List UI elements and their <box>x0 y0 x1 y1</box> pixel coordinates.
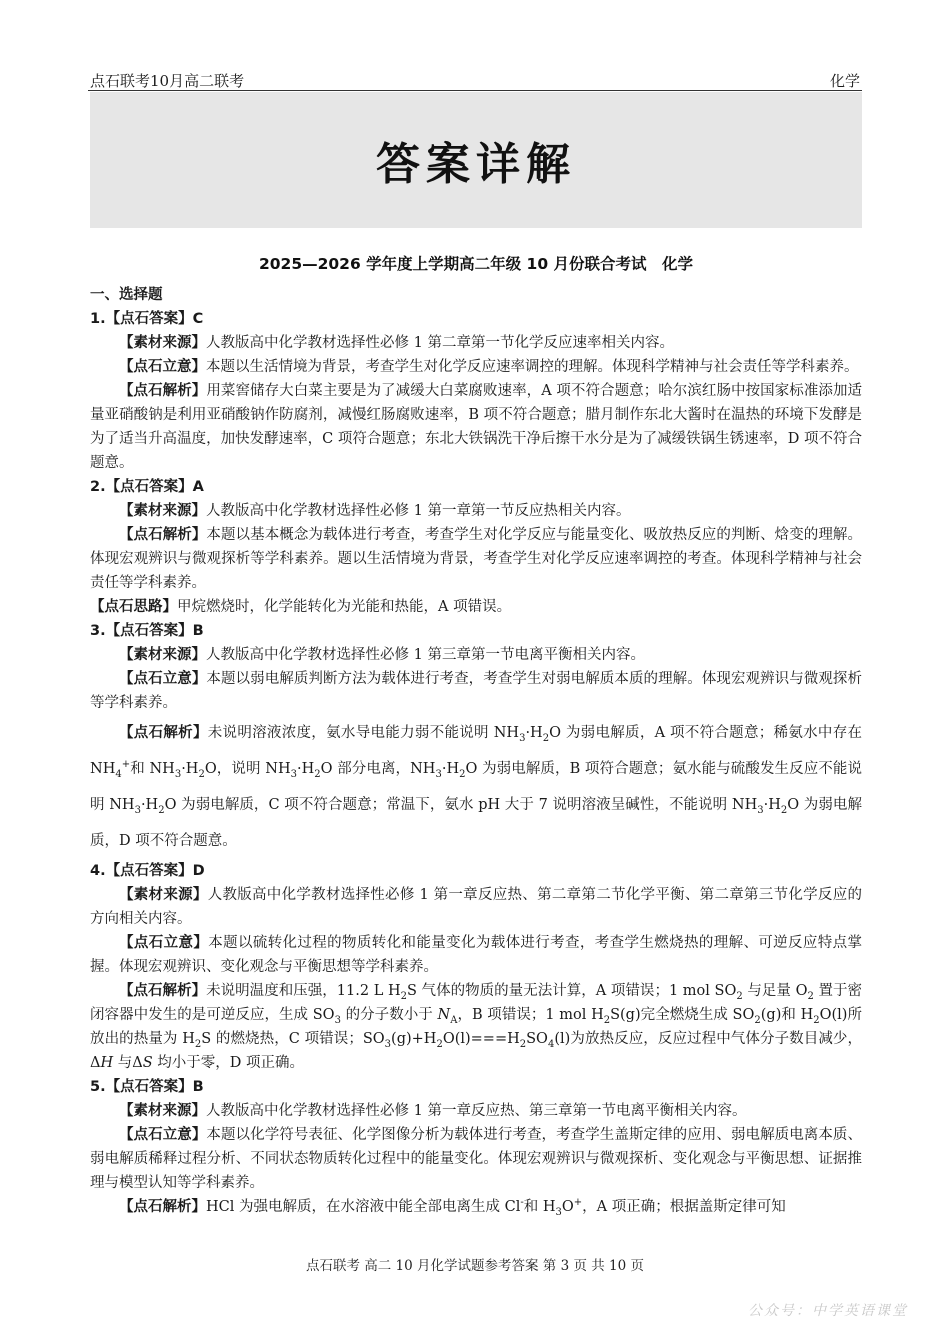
q5-answer: 5.【点石答案】B <box>90 1079 204 1095</box>
title-banner <box>90 92 862 228</box>
q4-intent: 【点石立意】本题以硫转化过程的物质转化和能量变化为载体进行考查，考查学生燃烧热的理解、可逆反应特点掌握。体现宏观辨识、变化观念与平衡思想等学科素养。 <box>90 935 863 975</box>
q2-analysis: 【点石解析】本题以基本概念为载体进行考查，考查学生对化学反应与能量变化、吸放热反应的判断、焓变的理解。体现宏观辨识与微观探析等学科素养。题以生活情境为背景，考查学生对化学反应速率调控的考查。体现科学精神与社会责任等学科素养。 <box>90 527 862 591</box>
answer-content <box>90 283 862 1219</box>
q1-answer: 1.【点石答案】C <box>90 311 204 327</box>
q1-intent: 【点石立意】本题以生活情境为背景，考查学生对化学反应速率调控的理解。体现科学精神与社会责任等学科素养。 <box>119 359 859 375</box>
section-title: 一、选择题 <box>90 287 163 303</box>
q3-analysis: 【点石解析】未说明溶液浓度，氨水导电能力弱不能说明 $NH_3\cdot H_2O$ 为弱电解质，A 项不符合题意；稀氨水中存在 $NH_4^+$和 $NH_3\cdot H_2O$，说明 $NH_3\cdot H_2O$ 部分电离，$NH_3\cdot H_2O$ 为弱电解质，B 项符合题意；氨水能与硫酸发生反应不能说明 $NH_3\cdot H_2O$ 为弱电解质，C 项不符合题意；常温下，氨水 pH 大于 7 说明溶液呈碱性，不能说明 $NH_3\cdot H_2O$ 为弱电解质，D 项不符合题意。 <box>90 725 863 849</box>
watermark: 公众号：中学英语课堂 <box>748 1303 908 1319</box>
q3-answer: 3.【点石答案】B <box>90 623 204 639</box>
q2-answer: 2.【点石答案】A <box>90 479 204 495</box>
q4-answer: 4.【点石答案】D <box>90 863 205 879</box>
q4-source: 【素材来源】人教版高中化学教材选择性必修 1 第一章反应热、第二章第二节化学平衡、第二章第三节化学反应的方向相关内容。 <box>90 887 862 927</box>
q2-thinking: 【点石思路】甲烷燃烧时，化学能转化为光能和热能，A 项错误。 <box>90 599 512 615</box>
q3-source: 【素材来源】人教版高中化学教材选择性必修 1 第三章第一节电离平衡相关内容。 <box>119 647 645 663</box>
page-footer: 点石联考 高二 10 月化学试题参考答案 第 3 页 共 10 页 <box>305 1258 645 1274</box>
q1-source: 【素材来源】人教版高中化学教材选择性必修 1 第二章第一节化学反应速率相关内容。 <box>119 335 674 351</box>
exam-title: 2025—2026 学年度上学期高二年级 10 月份联合考试 化学 <box>258 255 694 273</box>
q4-analysis: 【点石解析】未说明温度和压强，11.2 L $H_2S$ 气体的物质的量无法计算，A 项错误；1 mol $SO_2$ 与足量 $O_2$ 置于密闭容器中发生的是可逆反应，生成 $SO_3$ 的分子数小于 $N_A$，B 项错误；1 mol $H_2S(g)$完全燃烧生成 $SO_2(g)$和 $H_2O(l)$所放出的热量为 $H_2S$ 的燃烧热，C 项错误；$SO_3(g)+H_2O(l)===H_2SO_4(l)$为放热反应，反应过程中气体分子数目减少，ΔH 与ΔS 均小于零，D 项正确。 <box>90 983 862 1071</box>
banner-title: 答案详解 <box>376 139 576 190</box>
q5-source: 【素材来源】人教版高中化学教材选择性必修 1 第一章反应热、第三章第一节电离平衡相关内容。 <box>119 1103 747 1119</box>
header-right: 化学 <box>829 72 860 90</box>
q5-analysis: 【点石解析】HCl 为强电解质，在水溶液中能全部电离生成 Cl-和 $H_3O^+$，A 项正确；根据盖斯定律可知 <box>119 1197 786 1218</box>
q5-intent: 【点石立意】本题以化学符号表征、化学图像分析为载体进行考查，考查学生盖斯定律的应用、弱电解质电离本质、弱电解质稀释过程分析、不同状态物质转化过程中的能量变化。体现宏观辨识与微观探析、变化观念与平衡思想、证据推理与模型认知等学科素养。 <box>90 1127 862 1191</box>
header-divider <box>88 90 862 91</box>
q2-source: 【素材来源】人教版高中化学教材选择性必修 1 第一章第一节反应热相关内容。 <box>119 503 631 519</box>
q3-intent: 【点石立意】本题以弱电解质判断方法为载体进行考查，考查学生对弱电解质本质的理解。体现宏观辨识与微观探析等学科素养。 <box>90 671 862 711</box>
q1-analysis: 【点石解析】用菜窖储存大白菜主要是为了减缓大白菜腐败速率，A 项不符合题意；哈尔滨红肠中按国家标准添加适量亚硝酸钠是利用亚硝酸钠作防腐剂，减慢红肠腐败速率，B 项不符合题意；腊月制作东北大酱时在温热的环境下发酵是为了适当升高温度，加快发酵速率，C 项符合题意；东北大铁锅洗干净后擦干水分是为了减缓铁锅生锈速率，D 项不符合题意。 <box>90 383 863 471</box>
header-left: 点石联考10月高二联考 <box>90 72 245 90</box>
